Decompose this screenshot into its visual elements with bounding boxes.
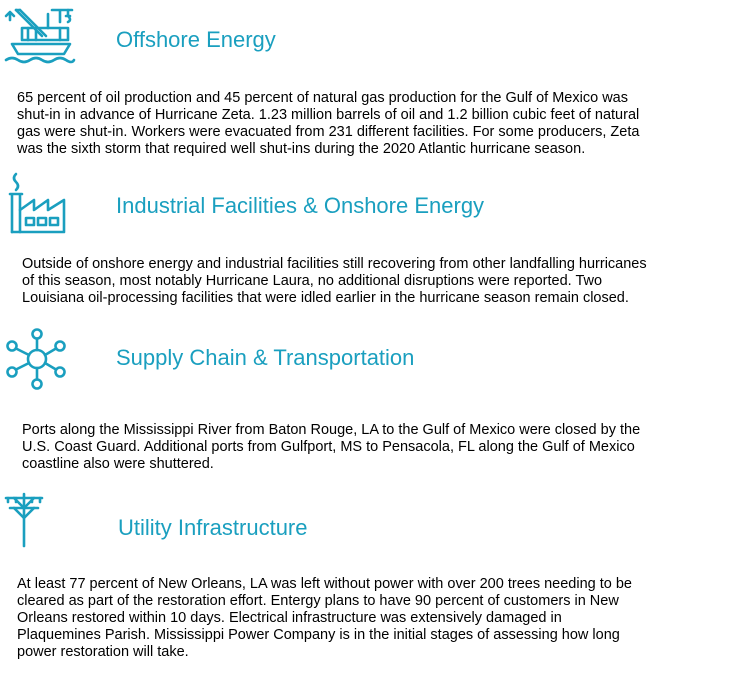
body-line: Plaquemines Parish. Mississippi Power Company is in the initial stages of assessing how long (17, 627, 620, 643)
section-heading-offshore-energy: Offshore Energy (116, 27, 276, 52)
utility-pole-icon (4, 492, 44, 548)
factory-icon (4, 170, 70, 236)
body-line: At least 77 percent of New Orleans, LA was left without power with over 200 trees needing to be (17, 576, 632, 592)
section-body-industrial-facilities (22, 256, 647, 307)
body-line: Ports along the Mississippi River from Baton Rouge, LA to the Gulf of Mexico were closed by the (22, 422, 641, 438)
body-line: was the sixth storm that required well shut-ins during the 2020 Atlantic hurricane season. (17, 141, 586, 157)
body-line: shut-in in advance of Hurricane Zeta. 1.23 million barrels of oil and 1.2 billion cubic feet of natural (17, 107, 640, 123)
section-body-utility-infrastructure (17, 576, 632, 661)
body-line: Outside of onshore energy and industrial facilities still recovering from other landfalling hurricanes (22, 256, 647, 272)
section-body-offshore-energy (17, 90, 639, 158)
body-line: coastline also were shuttered. (22, 456, 214, 472)
body-line: cleared as part of the restoration effort. Entergy plans to have 90 percent of customers in New (17, 593, 619, 609)
body-line: Louisiana oil-processing facilities that were idled earlier in the hurricane season remain closed. (22, 290, 629, 306)
section-body-supply-chain (22, 422, 640, 473)
body-line: 65 percent of oil production and 45 percent of natural gas production for the Gulf of Mexico was (17, 90, 628, 106)
body-line: gas were shut-in. Workers were evacuated from 231 different facilities. For some producers, Zeta (17, 124, 640, 140)
body-line: of this season, most notably Hurricane Laura, no additional disruptions were reported. Two (22, 273, 603, 289)
offshore-rig-icon (2, 6, 76, 66)
section-heading-supply-chain: Supply Chain & Transportation (116, 345, 415, 370)
body-line: U.S. Coast Guard. Additional ports from Gulfport, MS to Pensacola, FL along the Gulf of Mexico (22, 439, 635, 455)
body-line: Orleans restored within 10 days. Electrical infrastructure was extensively damaged in (17, 610, 562, 626)
section-heading-industrial-facilities: Industrial Facilities & Onshore Energy (116, 193, 485, 218)
network-hub-icon (4, 328, 66, 390)
section-heading-utility-infrastructure: Utility Infrastructure (118, 515, 308, 540)
body-line: power restoration will take. (17, 644, 189, 660)
